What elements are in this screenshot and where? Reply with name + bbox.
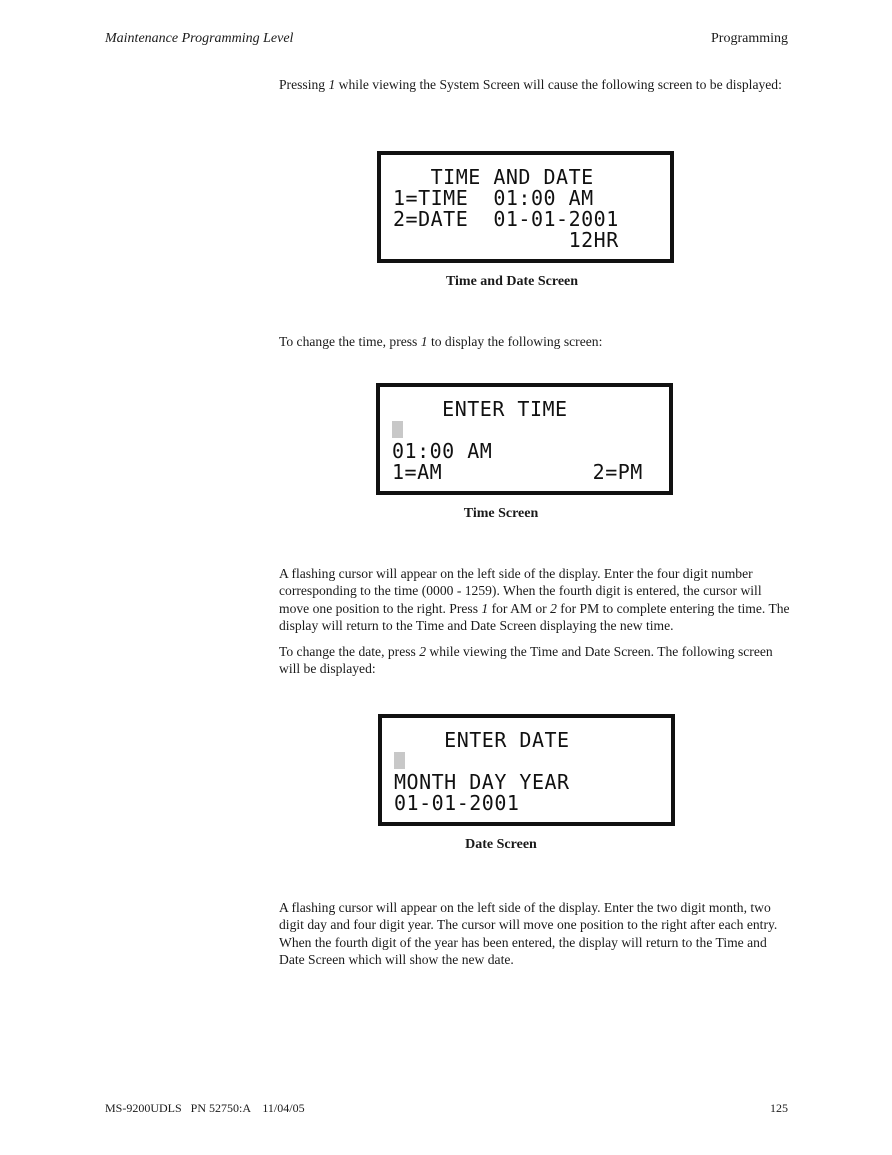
lcd-line-date: 2=DATE 01-01-2001	[393, 207, 619, 231]
paragraph-change-date: To change the date, press 2 while viewing the Time and Date Screen. The following screen will be displayed:	[279, 644, 773, 677]
flashing-cursor	[394, 752, 405, 769]
lcd-line-date-fields: MONTH DAY YEAR	[394, 770, 570, 794]
lcd-line-title: TIME AND DATE	[393, 165, 594, 189]
flashing-cursor	[392, 421, 403, 438]
lcd-line-title: ENTER DATE	[394, 728, 570, 752]
lcd-line-ampm-options: 1=AM 2=PM	[392, 460, 643, 484]
lcd-time-and-date-screen	[377, 151, 674, 263]
lcd-line-time: 1=TIME 01:00 AM	[393, 186, 594, 210]
caption-time-screen: Time Screen	[463, 506, 539, 521]
lcd-line-time-value: 01:00 AM	[392, 439, 493, 463]
lcd-line-title: ENTER TIME	[392, 397, 568, 421]
lcd-enter-date-screen	[378, 714, 675, 826]
footer-document-id: MS-9200UDLS PN 52750:A 11/04/05	[105, 1101, 305, 1115]
footer-page-number: 125	[770, 1101, 788, 1115]
lcd-line-date-value: 01-01-2001	[394, 791, 520, 815]
paragraph-change-time: To change the time, press 1 to display the following screen:	[279, 334, 603, 349]
caption-time-and-date-screen: Time and Date Screen	[445, 274, 579, 289]
lcd-line-mode: 12HR	[393, 228, 619, 252]
caption-date-screen: Date Screen	[465, 837, 537, 852]
paragraph-time-entry-instructions: A flashing cursor will appear on the left side of the display. Enter the four digit number corresponding to the time (0000 - 1259). When the fourth digit is entered, the cursor will move one position to the right. Press 1 for AM or 2 for PM to complete entering the time. The display will return to the Time and Date Screen displaying the new time.	[279, 566, 790, 634]
paragraph-intro: Pressing 1 while viewing the System Screen will cause the following screen to be displayed:	[279, 77, 782, 92]
running-header-section: Maintenance Programming Level	[105, 31, 294, 46]
lcd-enter-time-screen	[376, 383, 673, 495]
paragraph-date-entry-instructions: A flashing cursor will appear on the left side of the display. Enter the two digit month, two digit day and four digit year. The cursor will move one position to the right after each entry. When the fourth digit of the year has been entered, the display will return to the Time and Date Screen which will show the new date.	[279, 900, 778, 968]
running-header-chapter: Programming	[711, 31, 788, 46]
